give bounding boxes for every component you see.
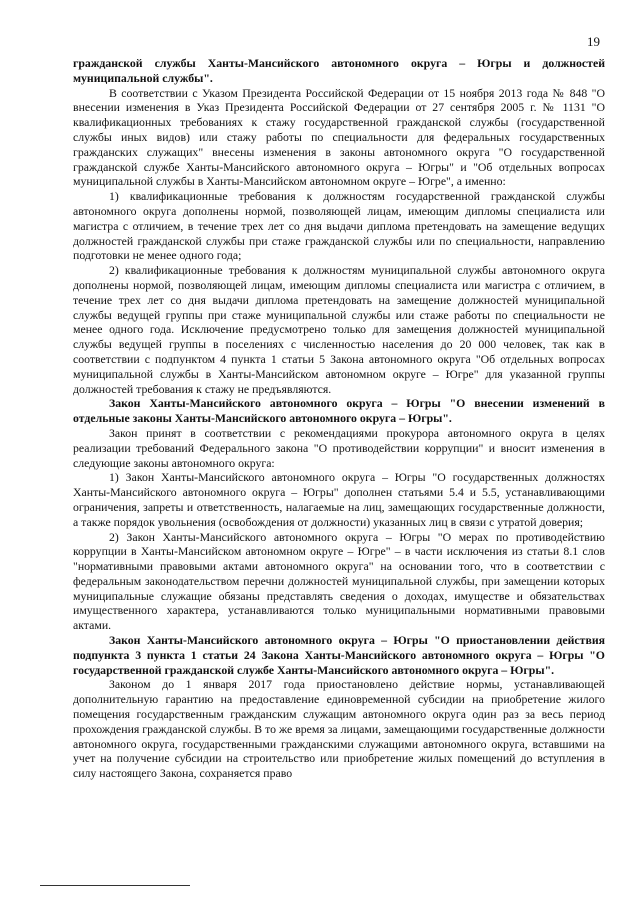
paragraph-item-1: 1) квалификационные требования к должностям государственной гражданской службы автономного округа дополнены нормой, позволяющей лицам, имеющим дипломы специалиста или магистра с отличием, в течение трех лет со дня выдачи диплома претендовать на замещение ведущих должностей гражданской службы при стаже гражданской службы или по специальности, направлению подготовки не менее одного года; bbox=[73, 189, 605, 263]
paragraph-law-heading-suspension: Закон Ханты-Мансийского автономного округа – Югры "О приостановлении действия подпункта 3 пункта 1 статьи 24 Закона Ханты-Мансийского автономного округа – Югры "О государственной гражданской службе Ханты-Мансийского автономного округа – Югры". bbox=[73, 633, 605, 677]
paragraph-law-intro: Закон принят в соответствии с рекомендациями прокурора автономного округа в целях реализации требований Федерального закона "О противодействии коррупции" и вносит изменения в следующие законы автономного округа: bbox=[73, 425, 605, 470]
paragraph-law-heading-amendments: Закон Ханты-Мансийского автономного округа – Югры "О внесении изменений в отдельные законы Ханты-Мансийского автономного округа – Югры". bbox=[73, 396, 605, 426]
footer-divider bbox=[40, 885, 190, 886]
paragraph-heading-continuation: гражданской службы Ханты-Мансийского автономного округа – Югры и должностей муниципальной службы". bbox=[73, 56, 605, 85]
paragraph-suspension-text: Законом до 1 января 2017 года приостановлено действие нормы, устанавливающей дополнительную гарантию на предоставление единовременной субсидии на приобретение жилого помещения государственным гражданским служащим автономного округа один раз за весь период прохождения гражданской службы. В то же время за лицами, замещающими государственные должности автономного округа, государственными гражданскими служащими автономного округа, вставшими на учет на получение субсидии на строительство или приобретение жилых помещений до вступления в силу настоящего Закона, сохраняется право bbox=[73, 677, 605, 781]
paragraph-decree-intro: В соответствии с Указом Президента Российской Федерации от 15 ноября 2013 года № 848 "О внесении изменения в Указ Президента Российской Федерации от 27 сентября 2005 г. № 1131 "О квалификационных требованиях к стажу государственной гражданской службы (государственной службы иных видов) или стажу работы по специальности для федеральных государственных гражданских служащих" внесены изменения в законы автономного округа "О государственной гражданской службе Ханты-Мансийского автономного округа – Югры" и "Об отдельных вопросах муниципальной службы в Ханты-Мансийском автономном округе – Югре", а именно: bbox=[73, 85, 605, 189]
paragraph-law-item-2: 2) Закон Ханты-Мансийского автономного округа – Югры "О мерах по противодействию коррупции в Ханты-Мансийском автономном округе – Югре" – в части исключения из статьи 8.1 слов "нормативными правовыми актами автономного округа" на основании того, что в соответствии с федеральным законодательством перечни должностей муниципальной службы, при замещении которых муниципальные служащие обязаны представлять сведения о доходах, имуществе и обязательствах имущественного характера, устанавливаются только муниципальными нормативными правовыми актами. bbox=[73, 529, 605, 633]
page-number: 19 bbox=[587, 34, 600, 49]
paragraph-item-2: 2) квалификационные требования к должностям муниципальной службы автономного округа дополнены нормой, позволяющей лицам, имеющим дипломы специалиста или магистра с отличием, в течение трех лет со дня выдачи диплома претендовать на замещение должностей муниципальной службы ведущей группы при стаже муниципальной службы или стаже работы по специальности не менее одного года. Исключение предусмотрено только для замещения должностей муниципальной службы ведущей группы в поселениях с численностью населения до 20 000 человек, так как в соответствии с подпунктом 4 пункта 1 статьи 5 Закона автономного округа "Об отдельных вопросах муниципальной службы в Ханты-Мансийском автономном округе – Югре" для указанной группы должностей требования к стажу не предъявляются. bbox=[73, 263, 605, 396]
paragraph-law-item-1: 1) Закон Ханты-Мансийского автономного округа – Югры "О государственных должностях Ханты-Мансийского автономного округа – Югры" дополнен статьями 5.4 и 5.5, устанавливающими ограничения, запреты и ответственность, налагаемые на лиц, замещающих государственные должности, а также порядок увольнения (освобождения от должности) указанных лиц в связи с утратой доверия; bbox=[73, 470, 605, 529]
document-body bbox=[73, 56, 605, 781]
